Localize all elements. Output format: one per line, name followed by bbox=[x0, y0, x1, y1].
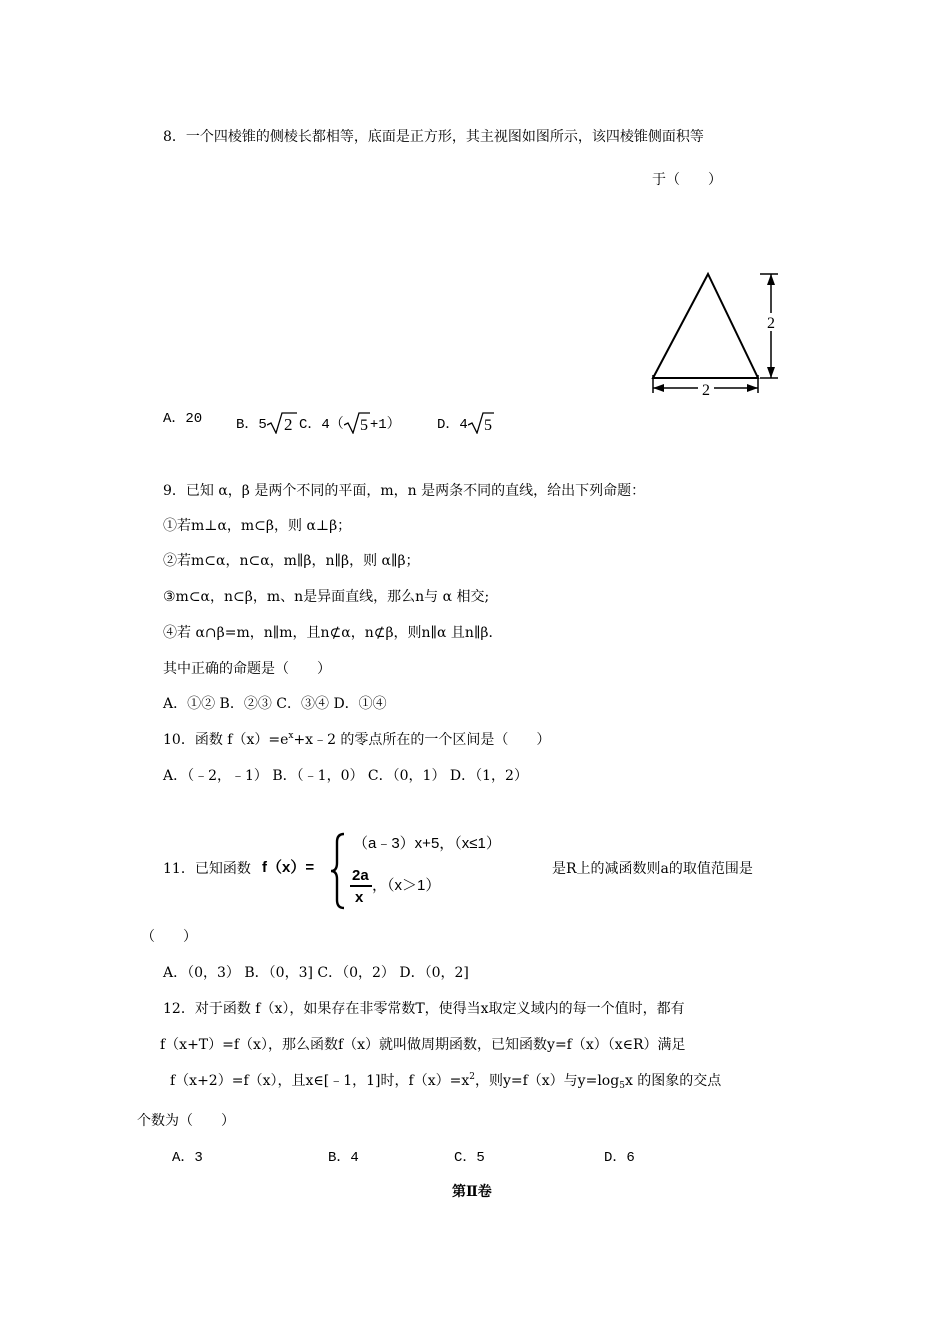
q9-proposition-2: ②若m⊂α，n⊂α，m∥β，n∥β，则 α∥β； bbox=[163, 553, 420, 569]
q9-proposition-4: ④若 α∩β=m，n∥m，且n⊄α，n⊄β，则n∥α 且n∥β． bbox=[163, 625, 503, 641]
q11-case-2-numerator: 2a bbox=[352, 867, 369, 884]
q12-line-3-sub: 5 bbox=[619, 1081, 625, 1091]
q8-option-c-post: +1） bbox=[369, 417, 401, 433]
q8-triangle-figure bbox=[640, 265, 790, 405]
q10-stem-post: +x﹣2 的零点所在的一个区间是（ ） bbox=[293, 732, 551, 748]
q9-ask: 其中正确的命题是（ ） bbox=[163, 661, 331, 677]
q11-case-2-denominator: x bbox=[355, 889, 364, 906]
triangle-diagram bbox=[640, 265, 790, 405]
q11-fx: f（x）= bbox=[262, 859, 315, 876]
q12-line-3-pre: f（x+2）=f（x），且x∈[﹣1，1]时，f（x）=x bbox=[170, 1073, 470, 1089]
q9-options: A．①② B．②③ C．③④ D．①④ bbox=[163, 696, 387, 712]
q12-line-4: 个数为（ ） bbox=[137, 1113, 235, 1129]
q10-stem-sup: x bbox=[288, 731, 294, 741]
q10-stem bbox=[163, 733, 550, 747]
q12-option-a: A．3 bbox=[172, 1150, 203, 1166]
q12-option-d: D．6 bbox=[604, 1150, 635, 1166]
q8-option-b-rad: 2 bbox=[283, 415, 293, 434]
q12-line-3 bbox=[170, 1072, 722, 1091]
q8-option-c-pre: C．4（ bbox=[299, 417, 344, 433]
sqrt-symbol bbox=[267, 412, 297, 434]
q8-option-c bbox=[299, 412, 401, 434]
q8-option-d-rad: 5 bbox=[483, 417, 492, 434]
sqrt-symbol bbox=[468, 412, 494, 434]
q9-proposition-1: ①若m⊥α，m⊂β，则 α⊥β； bbox=[163, 518, 352, 534]
base-label: 2 bbox=[702, 382, 710, 399]
q8-stem: 8．一个四棱锥的侧棱长都相等，底面是正方形，其主视图如图所示，该四棱锥侧面积等 bbox=[163, 129, 704, 145]
q10-stem-pre: 10．函数 f（x）=e bbox=[163, 732, 289, 748]
q8-option-c-rad: 5 bbox=[359, 417, 368, 434]
q12-line-3-post: x 的图象的交点 bbox=[624, 1073, 722, 1089]
q11-options: A．（0，3） B．（0，3] C．（0，2） D．（0，2] bbox=[163, 965, 469, 981]
section-heading: 第Ⅱ卷 bbox=[452, 1184, 492, 1200]
fraction-bar bbox=[350, 885, 372, 887]
q10-options: A．（﹣2，﹣1） B．（﹣1，0） C．（0，1） D．（1，2） bbox=[163, 768, 528, 784]
q12-option-c: C．5 bbox=[454, 1150, 485, 1166]
q11-stem-pre: 11．已知函数 bbox=[163, 861, 251, 877]
q8-option-b-pre: B．5 bbox=[236, 417, 267, 433]
q12-line-2: f（x+T）=f（x），那么函数f（x）就叫做周期函数，已知函数y=f（x）（x∈R）满足 bbox=[160, 1037, 686, 1053]
q8-option-d bbox=[437, 412, 494, 434]
q11-case-1: （a﹣3）x+5，（x≤1） bbox=[353, 835, 501, 852]
q12-option-b: B．4 bbox=[328, 1150, 359, 1166]
q11-paren: （ ） bbox=[141, 929, 197, 945]
q9-stem: 9．已知 α，β 是两个不同的平面，m，n 是两条不同的直线，给出下列命题： bbox=[163, 483, 646, 499]
q12-line-3-sup: 2 bbox=[469, 1072, 475, 1082]
q12-line-3-mid: ，则y=f（x）与y=log bbox=[474, 1073, 620, 1089]
q9-proposition-3: ③m⊂α，n⊂β，m、n是异面直线，那么n与 α 相交; bbox=[163, 589, 490, 605]
q8-option-d-pre: D．4 bbox=[437, 417, 468, 433]
sqrt-symbol bbox=[344, 412, 370, 434]
q11-case-2-condition: ，（x＞1） bbox=[372, 877, 441, 894]
q8-option-b bbox=[236, 412, 297, 434]
q8-stem-tail: 于（ ） bbox=[652, 172, 722, 188]
q11-stem-post: 是R上的减函数则a的取值范围是 bbox=[552, 861, 753, 877]
q12-line-1: 12．对于函数 f（x），如果存在非零常数T，使得当x取定义域内的每一个值时，都有 bbox=[163, 1001, 685, 1017]
height-label: 2 bbox=[767, 315, 775, 332]
q8-option-a: A．20 bbox=[163, 411, 203, 427]
left-brace-icon bbox=[330, 832, 346, 910]
